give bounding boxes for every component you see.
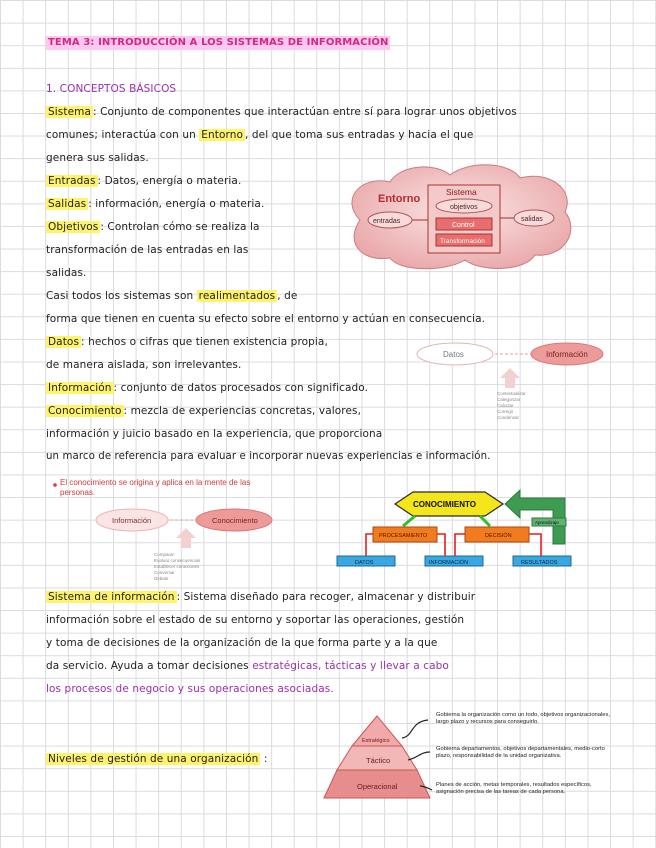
aprendizaje-label: Aprendizaje (535, 520, 559, 525)
definition-text: : Datos, energía o materia. (97, 175, 242, 187)
action-item: Comparar (154, 552, 175, 557)
red-connector (437, 534, 445, 556)
sistema-label: Sistema (446, 187, 477, 197)
definition-text: : Controlan cómo se realiza la (100, 221, 260, 233)
text-line: salidas. (46, 267, 87, 279)
level-label: Estratégico (362, 738, 390, 744)
brace-line (420, 786, 432, 790)
niveles-title: Niveles de gestión de una organización : (48, 753, 268, 765)
objetivos-label: objetivos (450, 204, 478, 211)
term-informacion: Información (48, 382, 112, 394)
text-line (46, 335, 328, 349)
definition-text: : información, energía o materia. (88, 198, 265, 210)
text-line: los procesos de negocio y sus operaciones asociadas. (46, 683, 334, 695)
definition-text: , del que toma sus entradas y hacia el que (245, 129, 474, 141)
pyramid-note-tactical: Gobierna departamentos, objetivos departamentales, medio-corto plazo, responsabilidad de la unidad organizativa. (436, 746, 605, 759)
conocimiento-label: Conocimiento (212, 516, 258, 525)
text-line (46, 174, 241, 188)
braces (400, 712, 440, 804)
term-niveles: Niveles de gestión de una organización (48, 753, 259, 765)
control-label: Control (452, 222, 475, 229)
term-realimentados: realimentados (198, 290, 276, 302)
text-line (46, 289, 297, 303)
pyramid-note-strategic: Gobierna la organización como un todo, objetivos organizacionales, largo plazo y recursos para conseguirlo. (436, 712, 611, 725)
term-salidas: Salidas (48, 198, 87, 210)
term-sistema: Sistema (48, 106, 91, 118)
action-item: Contextualizar (497, 391, 526, 396)
decision-label: DECISIÓN (485, 533, 512, 539)
definition-text: : Sistema diseñado para recoger, almacenar y distribuir (176, 591, 476, 603)
text-line: y toma de decisiones de la organización de la que forma parte y a la que (46, 637, 438, 649)
term-sistema-informacion: Sistema de información (48, 591, 175, 603)
pyramid-note-operational: Planes de acción, metas temporales, resultados específicos, asignación precisa de las tareas de cada persona. (436, 782, 592, 795)
procesamiento-label: PROCESAMIENTO (379, 533, 428, 539)
definition-text: Casi todos los sistemas son (46, 290, 197, 302)
datos-label: Datos (443, 350, 464, 359)
definition-text: : mezcla de experiencias concretas, valores, (123, 405, 362, 417)
red-connector (455, 534, 465, 556)
action-item: Evaluar consecuencias (154, 558, 201, 563)
entradas-label: entradas (373, 218, 401, 225)
term-datos: Datos (48, 336, 80, 348)
text-line: genera sus salidas. (46, 152, 149, 164)
green-arrow-right (480, 516, 490, 526)
text-line: forma que tienen en cuenta su efecto sobre el entorno y actúan en consecuencia. (46, 313, 486, 325)
text-line: información y juicio basado en la experiencia, que proporciona (46, 428, 383, 440)
knowledge-diagram (46, 476, 286, 588)
level-label: Táctico (366, 756, 391, 765)
text-line (46, 197, 264, 211)
text-line: transformación de las entradas en las (46, 244, 249, 256)
action-item: Corregir (497, 409, 514, 414)
term-conocimiento: Conocimiento (48, 405, 122, 417)
up-arrow (176, 528, 196, 548)
action-item: Condensar (497, 415, 520, 420)
text-line (46, 659, 449, 673)
term-objetivos: Objetivos (48, 221, 99, 233)
bullet-dot (53, 483, 57, 487)
salidas-label: salidas (521, 216, 543, 223)
data-information-diagram (415, 338, 625, 428)
text-line: de manera aislada, son irrelevantes. (46, 359, 242, 371)
text-line (46, 220, 260, 234)
page-title: TEMA 3: INTRODUCCIÓN A LOS SISTEMAS DE INFORMACIÓN (48, 37, 389, 48)
definition-text: : conjunto de datos procesados con significado. (113, 382, 369, 394)
red-connector (366, 534, 373, 556)
conocimiento-label: CONOCIMIENTO (413, 500, 476, 509)
bullet-text: El conocimiento se origina y aplica en la mente de las personas. (60, 478, 251, 497)
resultados-label: RESULTADOS (521, 560, 558, 566)
action-item: Conversar (154, 570, 175, 575)
text-line: un marco de referencia para evaluar e incorporar nuevas experiencias e información. (46, 451, 491, 462)
level-label: Operacional (357, 782, 398, 791)
green-arrow-left (403, 516, 415, 526)
highlighted-text: estratégicas, tácticas y llevar a cabo (252, 660, 449, 672)
brace-line (408, 752, 430, 760)
red-connector (529, 534, 541, 556)
brace-line (402, 720, 428, 738)
text-line (46, 404, 361, 418)
term-entradas: Entradas (48, 175, 96, 187)
informacion-label: Información (112, 516, 152, 525)
text-line (46, 128, 473, 142)
definition-text: : hechos o cifras que tienen existencia propia, (81, 336, 328, 348)
flow-diagram (335, 484, 575, 572)
action-item: Establecer conexiones (154, 564, 200, 569)
informacion-label: INFORMACIÓN (429, 560, 469, 566)
datos-label: DATOS (355, 560, 374, 566)
text-line (46, 381, 368, 395)
system-diagram (340, 160, 580, 272)
up-arrow (500, 368, 520, 388)
definition-text: : Conjunto de componentes que interactúan entre sí para lograr unos objetivos (93, 106, 517, 118)
action-item: Calcular (497, 403, 514, 408)
text-line (46, 105, 517, 119)
text-line: información sobre el estado de su entorno y soportar las operaciones, gestión (46, 614, 465, 626)
informacion-label: Información (546, 350, 588, 359)
action-item: Categorizar (497, 397, 521, 402)
definition-text: , de (277, 290, 298, 302)
transformacion-label: Transformación (440, 238, 485, 245)
text-line (46, 590, 475, 604)
term-entorno: Entorno (201, 129, 244, 141)
action-item: Debatir (154, 576, 169, 581)
definition-text: da servicio. Ayuda a tomar decisiones (46, 660, 253, 672)
entorno-label: Entorno (378, 193, 421, 205)
section-title: 1. CONCEPTOS BÁSICOS (46, 83, 177, 95)
definition-text: comunes; interactúa con un (46, 129, 200, 141)
